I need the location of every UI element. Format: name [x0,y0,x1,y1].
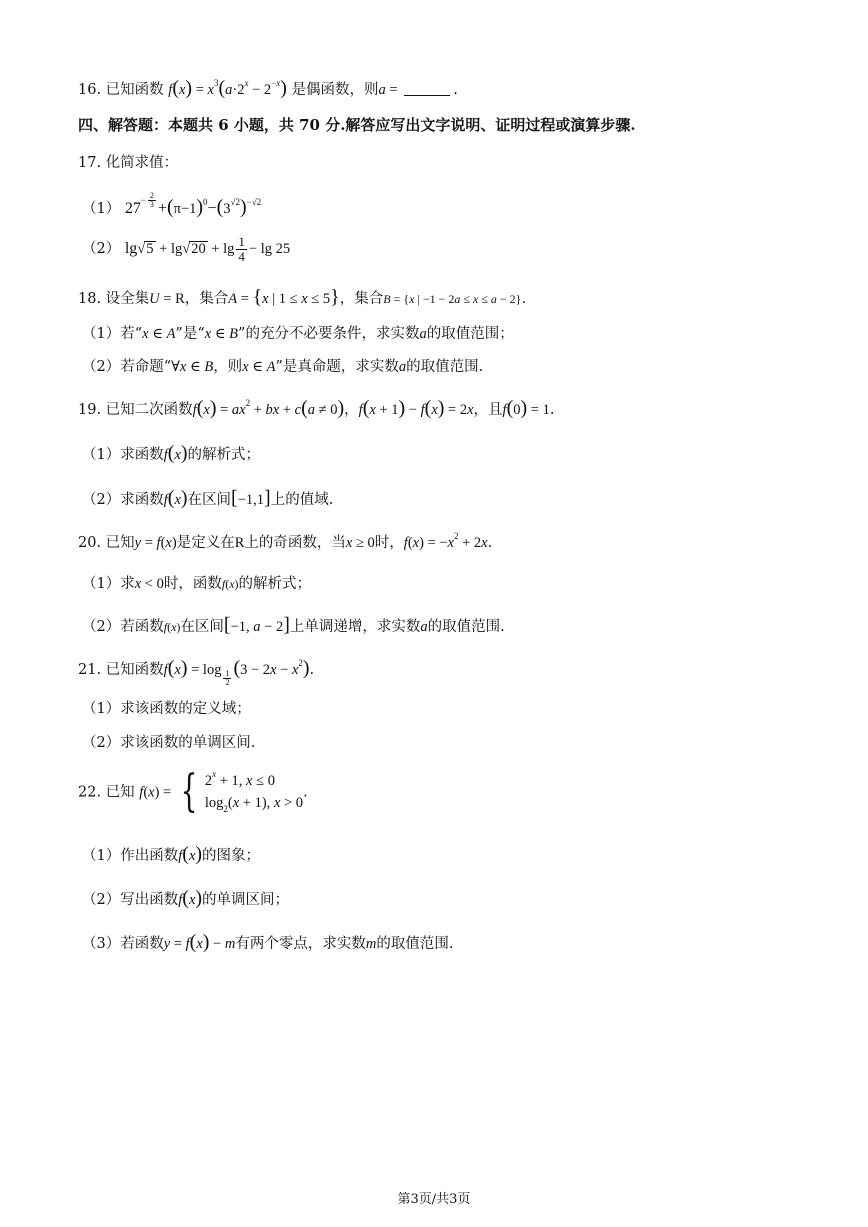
question-21-part-1: （1）求该函数的定义域； [82,701,251,717]
question-22-part-3: （3）若函数y = f(x) − m有两个零点，求实数m的取值范围. [82,931,454,953]
section-title: 四、解答题：本题共 6 小题，共 70 分.解答应写出文字说明、证明过程或演算步骤. [78,116,636,134]
question-19-part-2: （2）求函数f(x)在区间[−1,1]上的值域. [82,487,334,509]
question-17-part-2: （2） lg√5 + lg√20 + lg $\frac{1}{4}$ − lg 25 [82,234,291,264]
question-16: 16. 已知函数 $f(x) = x^3(a\cdot 2^x - 2^{-x})$ 是偶函数，则a = . [78,77,458,99]
piecewise-function: { $2^x + 1$, x ≤ 0 $\log_2(x + 1)$, x > 0 [180,766,304,818]
question-20: 20. 已知y = f(x)是定义在R上的奇函数，当x ≥ 0时，$f(x) = -x^2 + 2x$. [78,531,493,551]
question-17: 17. 化简求值： [78,155,179,171]
question-18-part-2: （2）若命题“∀x ∈ B，则x ∈ A”是真命题，求实数a的取值范围. [82,359,484,375]
formula: f [168,82,173,98]
page-number: 第3页/共3页 [397,1192,471,1207]
question-18: 18. 设全集U = R，集合A = {x | 1 ≤ x ≤ 5}，集合B = {x | −1 − 2a ≤ x ≤ a − 2}. [78,286,527,308]
question-20-part-1: （1）求x < 0时，函数f(x)的解析式； [82,576,312,592]
question-19: 19. 已知二次函数$f(x) = ax^2$ + bx + c(a ≠ 0)，f(x + 1) − f(x) = 2x，且f(0) = 1. [78,397,555,419]
question-19-part-1: （1）求函数f(x)的解析式； [82,442,261,464]
question-17-part-1: （1） $27^{- \frac{2}{3}}$ $+(\pi-1)^0-(3^{√2})^{-√2}$ [82,191,262,218]
question-20-part-2: （2）若函数f(x)在区间[−1, a − 2]上单调递增，求实数a的取值范围. [82,614,505,636]
question-22-part-1: （1）作出函数f(x)的图象； [82,843,261,865]
question-22: 22. 已知 f(x) = { $2^x + 1$, x ≤ 0 $\log_2(x + 1)$, x > 0 . [78,766,308,818]
answer-blank [404,95,450,96]
question-21-part-2: （2）求该函数的单调区间. [82,735,256,751]
question-21: 21. 已知函数f(x) = log $_{\frac{1}{2}}$ $(3 - 2x - x^2)$. [78,657,315,687]
question-18-part-1: （1）若“x ∈ A”是“x ∈ B”的充分不必要条件，求实数a的取值范围； [82,326,514,342]
question-22-part-2: （2）写出函数f(x)的单调区间； [82,887,290,909]
